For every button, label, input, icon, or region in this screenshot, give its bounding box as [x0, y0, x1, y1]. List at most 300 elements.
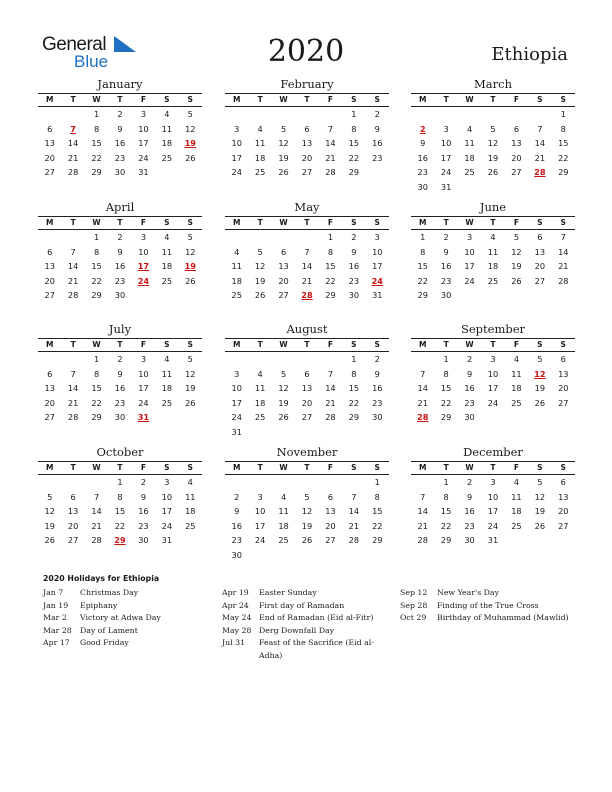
weekday-label: F	[140, 218, 146, 227]
holiday-name: Christmas Day	[80, 588, 139, 597]
day-cell: 11	[511, 368, 522, 379]
weekday-label: S	[374, 340, 380, 349]
holiday-day-cell: 12	[534, 368, 546, 379]
day-cell: 9	[117, 123, 123, 134]
holiday-list-item	[43, 625, 203, 638]
weekday-label: T	[490, 340, 496, 349]
holiday-date: Apr 17	[43, 638, 70, 647]
day-cell: 25	[185, 520, 196, 531]
day-cell: 13	[534, 246, 546, 257]
day-cell: 15	[91, 383, 102, 393]
day-cell: 2	[374, 354, 380, 364]
day-cell: 22	[558, 152, 569, 163]
day-cell: 16	[464, 383, 475, 393]
day-cell: 12	[511, 246, 522, 257]
day-cell: 21	[417, 397, 428, 408]
day-cell: 23	[138, 520, 149, 531]
day-cell: 9	[140, 491, 147, 502]
day-cell: 6	[47, 123, 53, 134]
day-cell: 8	[443, 491, 449, 502]
day-cell: 6	[47, 368, 53, 379]
day-cell: 3	[164, 477, 170, 487]
day-cell: 20	[301, 152, 313, 163]
weekday-label: F	[327, 95, 333, 104]
day-cell: 22	[325, 275, 336, 286]
day-cell: 12	[185, 368, 196, 379]
month-name: December	[463, 445, 523, 459]
day-cell: 19	[185, 383, 196, 393]
day-cell: 26	[301, 535, 313, 545]
day-cell: 24	[231, 167, 242, 177]
weekday-label: S	[537, 95, 543, 104]
holiday-day-cell: 17	[137, 261, 150, 271]
day-cell: 26	[44, 535, 55, 545]
day-cell: 19	[534, 383, 546, 393]
day-cell: 20	[44, 397, 55, 408]
holiday-day-cell: 19	[184, 261, 196, 271]
day-cell: 26	[511, 275, 522, 286]
day-cell: 16	[464, 506, 475, 516]
weekday-label: W	[92, 95, 101, 104]
day-cell: 15	[348, 138, 360, 148]
day-cell: 18	[464, 152, 475, 163]
holiday-day-cell: 28	[417, 412, 429, 422]
day-cell: 23	[114, 152, 126, 163]
day-cell: 25	[511, 520, 522, 531]
day-cell: 14	[325, 138, 336, 148]
day-cell: 27	[325, 535, 336, 545]
weekday-header	[411, 93, 575, 107]
day-cell: 6	[304, 368, 310, 379]
weekday-label: M	[232, 340, 241, 349]
day-cell: 2	[117, 354, 123, 364]
logo-general-text: General	[42, 34, 107, 55]
day-cell: 18	[254, 152, 266, 163]
empty-cell	[458, 107, 481, 122]
day-cell: 16	[417, 152, 428, 163]
day-cell: 10	[440, 138, 452, 148]
day-cell: 16	[372, 383, 383, 393]
empty-cell	[248, 230, 271, 245]
weekday-label: M	[45, 340, 54, 349]
day-cell: 8	[93, 246, 100, 257]
day-cell: 23	[231, 535, 242, 545]
weekday-header	[225, 216, 389, 230]
day-cell: 12	[487, 138, 499, 148]
weekday-label: T	[70, 218, 76, 227]
day-grid	[225, 107, 389, 180]
weekday-label: S	[537, 218, 543, 227]
month-august	[225, 323, 389, 439]
weekday-label: S	[537, 340, 543, 349]
holiday-list-item	[400, 612, 580, 625]
day-cell: 2	[351, 232, 357, 242]
day-cell: 7	[560, 232, 566, 242]
day-cell: 12	[278, 383, 289, 393]
day-cell: 6	[560, 477, 566, 487]
day-cell: 4	[164, 232, 170, 242]
day-cell: 2	[443, 232, 449, 242]
day-cell: 17	[372, 261, 383, 271]
day-cell: 4	[187, 477, 193, 487]
weekday-label: M	[232, 95, 241, 104]
day-cell: 30	[464, 535, 475, 545]
day-cell: 20	[301, 397, 313, 408]
day-cell: 25	[487, 275, 499, 286]
day-cell: 26	[278, 412, 289, 422]
weekday-label: T	[257, 340, 263, 349]
day-cell: 13	[44, 383, 55, 393]
day-cell: 15	[325, 261, 336, 271]
weekday-label: S	[187, 463, 193, 472]
day-cell: 4	[164, 354, 170, 364]
day-cell: 22	[348, 397, 360, 408]
day-cell: 27	[558, 520, 569, 531]
day-cell: 20	[67, 520, 79, 531]
day-cell: 16	[114, 261, 126, 271]
day-cell: 12	[301, 506, 313, 516]
holiday-column-3	[400, 587, 580, 625]
day-cell: 9	[466, 368, 473, 379]
day-cell: 12	[254, 261, 266, 271]
day-cell: 25	[161, 275, 173, 286]
day-cell: 21	[67, 397, 79, 408]
day-cell: 25	[511, 397, 522, 408]
day-cell: 21	[348, 520, 360, 531]
day-cell: 19	[534, 506, 546, 516]
empty-cell	[225, 230, 248, 245]
day-cell: 2	[234, 491, 240, 502]
day-cell: 22	[440, 520, 452, 531]
day-cell: 24	[138, 397, 149, 408]
day-cell: 3	[490, 354, 496, 364]
day-cell: 5	[490, 123, 496, 134]
holiday-date: Sep 12	[400, 588, 428, 597]
day-cell: 5	[304, 491, 310, 502]
day-cell: 30	[231, 549, 242, 560]
holiday-name: First day of Ramadan	[259, 600, 345, 610]
weekday-label: T	[70, 340, 76, 349]
day-cell: 29	[91, 290, 102, 300]
day-cell: 10	[464, 246, 475, 257]
weekday-header	[411, 338, 575, 352]
weekday-label: T	[443, 95, 449, 104]
weekday-label: T	[304, 463, 310, 472]
day-cell: 23	[417, 167, 428, 177]
day-cell: 9	[117, 368, 123, 379]
day-cell: 14	[325, 383, 336, 393]
month-april	[38, 201, 202, 303]
day-cell: 28	[67, 290, 79, 300]
empty-cell	[85, 475, 108, 490]
weekday-label: W	[465, 95, 474, 104]
weekday-header	[38, 338, 202, 352]
day-cell: 15	[91, 261, 102, 271]
day-cell: 12	[185, 246, 196, 257]
day-cell: 11	[231, 261, 242, 271]
day-cell: 28	[67, 412, 79, 422]
day-cell: 28	[325, 167, 336, 177]
weekday-label: M	[418, 218, 427, 227]
weekday-label: T	[257, 463, 263, 472]
weekday-label: W	[92, 340, 101, 349]
weekday-label: T	[304, 218, 310, 227]
day-cell: 5	[187, 232, 193, 242]
day-cell: 8	[351, 123, 357, 134]
empty-cell	[248, 475, 271, 490]
holiday-date: Oct 29	[400, 613, 427, 622]
day-cell: 1	[327, 232, 334, 242]
holiday-day-cell: 28	[301, 290, 313, 300]
empty-cell	[248, 352, 271, 367]
day-grid	[225, 230, 389, 303]
day-cell: 16	[114, 383, 126, 393]
holiday-name: Good Friday	[80, 638, 129, 647]
day-cell: 12	[534, 491, 546, 502]
holiday-date: Jul 31	[222, 638, 246, 647]
day-cell: 2	[140, 477, 147, 487]
day-cell: 2	[117, 232, 123, 242]
day-cell: 23	[464, 520, 475, 531]
day-cell: 17	[487, 383, 499, 393]
day-cell: 25	[278, 535, 289, 545]
weekday-label: S	[537, 463, 543, 472]
day-cell: 29	[348, 412, 360, 422]
empty-cell	[528, 107, 551, 122]
holiday-day-cell: 29	[114, 535, 126, 545]
day-cell: 9	[466, 491, 473, 502]
day-cell: 24	[487, 397, 499, 408]
page-title-year: 2020	[267, 34, 345, 69]
holiday-name: Easter Sunday	[259, 588, 317, 597]
holiday-name: End of Ramadan (Eid al-Fitr)	[259, 613, 374, 622]
weekday-label: S	[164, 340, 170, 349]
day-cell: 2	[117, 109, 123, 119]
day-cell: 26	[278, 167, 289, 177]
day-grid	[411, 475, 575, 548]
day-cell: 11	[464, 138, 475, 148]
holiday-date: Apr 19	[222, 588, 249, 597]
weekday-label: M	[418, 463, 427, 472]
holiday-column-1	[43, 587, 203, 650]
empty-cell	[319, 475, 342, 490]
day-cell: 14	[91, 506, 102, 516]
holiday-list-item	[43, 612, 203, 625]
day-cell: 26	[185, 152, 196, 163]
weekday-label: M	[418, 340, 427, 349]
weekday-label: F	[513, 340, 519, 349]
weekday-label: S	[560, 463, 566, 472]
empty-cell	[38, 107, 61, 122]
weekday-label: S	[164, 218, 170, 227]
weekday-label: M	[45, 218, 54, 227]
weekday-label: W	[279, 95, 288, 104]
weekday-label: F	[327, 463, 333, 472]
day-cell: 25	[254, 412, 266, 422]
day-cell: 31	[231, 426, 242, 437]
empty-cell	[319, 352, 342, 367]
day-cell: 11	[487, 246, 499, 257]
weekday-label: T	[443, 218, 449, 227]
day-cell: 18	[161, 383, 173, 393]
holiday-date: Jan 19	[43, 600, 69, 610]
empty-cell	[411, 475, 434, 490]
day-cell: 20	[534, 261, 546, 271]
day-cell: 6	[327, 491, 334, 502]
month-july	[38, 323, 202, 425]
weekday-label: F	[327, 218, 333, 227]
weekday-label: T	[257, 95, 263, 104]
day-cell: 28	[417, 535, 428, 545]
day-cell: 30	[348, 290, 360, 300]
weekday-header	[411, 216, 575, 230]
day-cell: 11	[254, 138, 266, 148]
day-cell: 15	[558, 138, 569, 148]
day-cell: 22	[91, 275, 102, 286]
day-cell: 20	[44, 152, 55, 163]
day-cell: 14	[67, 138, 79, 148]
day-cell: 22	[114, 520, 126, 531]
empty-cell	[61, 107, 84, 122]
weekday-label: T	[304, 95, 310, 104]
weekday-label: F	[140, 95, 146, 104]
day-cell: 21	[417, 520, 428, 531]
day-cell: 14	[417, 383, 428, 393]
empty-cell	[295, 475, 318, 490]
day-cell: 3	[140, 232, 147, 242]
month-name: January	[97, 77, 143, 91]
day-cell: 29	[417, 290, 428, 300]
empty-cell	[61, 475, 84, 490]
holiday-name: Day of Lament	[80, 625, 138, 635]
day-cell: 8	[93, 123, 100, 134]
day-cell: 26	[534, 397, 546, 408]
day-cell: 4	[490, 232, 496, 242]
day-cell: 31	[161, 535, 173, 545]
day-cell: 29	[558, 167, 569, 177]
weekday-label: S	[351, 463, 357, 472]
day-cell: 16	[440, 261, 452, 271]
weekday-label: M	[232, 463, 241, 472]
weekday-label: M	[418, 95, 427, 104]
month-january	[38, 78, 202, 180]
day-cell: 19	[301, 520, 313, 531]
weekday-label: T	[117, 340, 123, 349]
day-cell: 29	[91, 412, 102, 422]
weekday-label: T	[70, 95, 76, 104]
day-cell: 17	[487, 506, 499, 516]
weekday-label: M	[45, 95, 54, 104]
day-cell: 20	[325, 520, 336, 531]
month-november	[225, 446, 389, 562]
day-cell: 8	[327, 246, 334, 257]
holiday-list-item	[222, 587, 382, 600]
day-cell: 2	[374, 109, 380, 119]
day-cell: 24	[440, 167, 452, 177]
day-cell: 9	[117, 246, 123, 257]
day-cell: 15	[91, 138, 102, 148]
day-cell: 11	[161, 123, 173, 134]
day-cell: 10	[138, 246, 149, 257]
month-name: November	[276, 445, 338, 459]
holiday-name: Birthday of Muhammad (Mawlid)	[437, 613, 569, 622]
holiday-name: Victory at Adwa Day	[80, 613, 161, 622]
holiday-day-cell: 24	[137, 275, 150, 286]
day-cell: 21	[301, 275, 313, 286]
weekday-header	[411, 461, 575, 475]
day-cell: 7	[420, 368, 426, 379]
day-cell: 18	[161, 138, 173, 148]
day-cell: 18	[161, 261, 173, 271]
day-cell: 7	[420, 491, 426, 502]
day-cell: 27	[278, 290, 289, 300]
day-cell: 4	[257, 368, 263, 379]
day-cell: 17	[138, 383, 149, 393]
weekday-label: T	[117, 95, 123, 104]
holiday-date: May 24	[222, 613, 252, 622]
empty-cell	[411, 352, 434, 367]
weekday-label: S	[374, 463, 380, 472]
day-cell: 15	[372, 506, 383, 516]
day-cell: 14	[417, 506, 428, 516]
day-cell: 6	[70, 491, 76, 502]
day-cell: 19	[278, 152, 289, 163]
day-cell: 8	[560, 123, 566, 134]
weekday-label: T	[443, 463, 449, 472]
day-cell: 15	[348, 383, 360, 393]
day-cell: 20	[558, 383, 569, 393]
empty-cell	[61, 230, 84, 245]
day-cell: 16	[372, 138, 383, 148]
holiday-list-item	[400, 587, 580, 600]
day-cell: 8	[351, 368, 357, 379]
day-cell: 6	[513, 123, 520, 134]
day-cell: 24	[254, 535, 266, 545]
day-cell: 20	[278, 275, 289, 286]
day-cell: 21	[325, 152, 336, 163]
day-cell: 19	[44, 520, 55, 531]
day-cell: 11	[278, 506, 289, 516]
day-cell: 13	[301, 138, 313, 148]
day-cell: 29	[372, 535, 383, 545]
day-cell: 1	[420, 232, 426, 242]
month-name: April	[105, 200, 135, 214]
holiday-name: Epiphany	[80, 600, 118, 610]
day-cell: 14	[67, 383, 79, 393]
weekday-label: M	[232, 218, 241, 227]
empty-cell	[295, 107, 318, 122]
day-cell: 10	[231, 138, 242, 148]
weekday-label: W	[465, 463, 474, 472]
day-cell: 13	[558, 491, 569, 502]
day-cell: 12	[278, 138, 289, 148]
day-cell: 10	[138, 368, 149, 379]
day-cell: 11	[185, 491, 196, 502]
day-cell: 11	[161, 368, 173, 379]
day-cell: 29	[91, 167, 102, 177]
day-cell: 31	[372, 290, 383, 300]
day-cell: 24	[138, 152, 149, 163]
empty-cell	[225, 352, 248, 367]
day-cell: 10	[161, 491, 173, 502]
day-cell: 1	[351, 109, 357, 119]
day-cell: 15	[114, 506, 126, 516]
day-cell: 9	[234, 506, 240, 516]
weekday-label: S	[374, 218, 380, 227]
day-cell: 30	[114, 290, 126, 300]
weekday-label: S	[351, 95, 357, 104]
day-cell: 2	[466, 477, 473, 487]
